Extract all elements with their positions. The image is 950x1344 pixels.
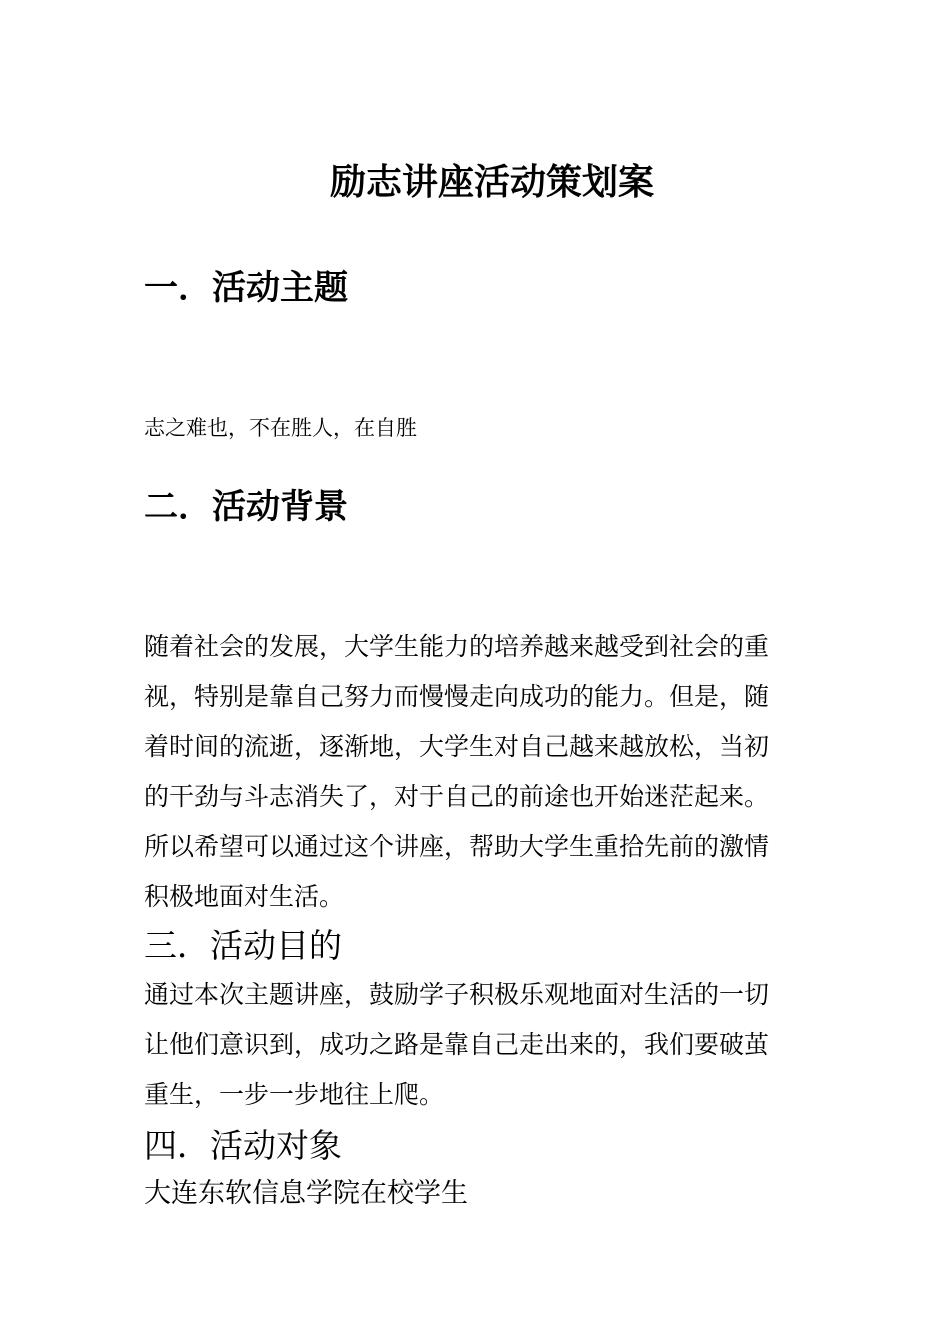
section-heading-audience: 四．活动对象 (144, 1126, 342, 1165)
document-title: 励志讲座活动策划案 (329, 162, 654, 203)
section-heading-theme: 一．活动主题 (144, 268, 348, 308)
section-body-purpose (144, 970, 769, 1120)
section-heading-background: 二．活动背景 (144, 487, 348, 527)
section-body-background (144, 622, 769, 922)
paragraph-line: 通过本次主题讲座，鼓励学子积极乐观地面对生活的一切 (144, 980, 770, 1009)
paragraph-line: 积极地面对生活。 (144, 882, 345, 911)
section-body-audience: 大连东软信息学院在校学生 (144, 1178, 468, 1209)
paragraph-line: 重生，一步一步地往上爬。 (144, 1080, 445, 1109)
paragraph-line: 视，特别是靠自己努力而慢慢走向成功的能力。但是，随 (144, 682, 770, 711)
section-heading-purpose: 三．活动目的 (144, 926, 342, 965)
paragraph-line: 随着社会的发展，大学生能力的培养越来越受到社会的重 (144, 632, 770, 661)
paragraph-line: 所以希望可以通过这个讲座，帮助大学生重拾先前的激情 (144, 832, 770, 861)
paragraph-line: 的干劲与斗志消失了，对于自己的前途也开始迷茫起来。 (144, 782, 770, 811)
paragraph-line: 让他们意识到，成功之路是靠自己走出来的，我们要破茧 (144, 1030, 770, 1059)
section-body-theme: 志之难也，不在胜人，在自胜 (144, 416, 417, 440)
paragraph-line: 着时间的流逝，逐渐地，大学生对自己越来越放松，当初 (144, 732, 770, 761)
